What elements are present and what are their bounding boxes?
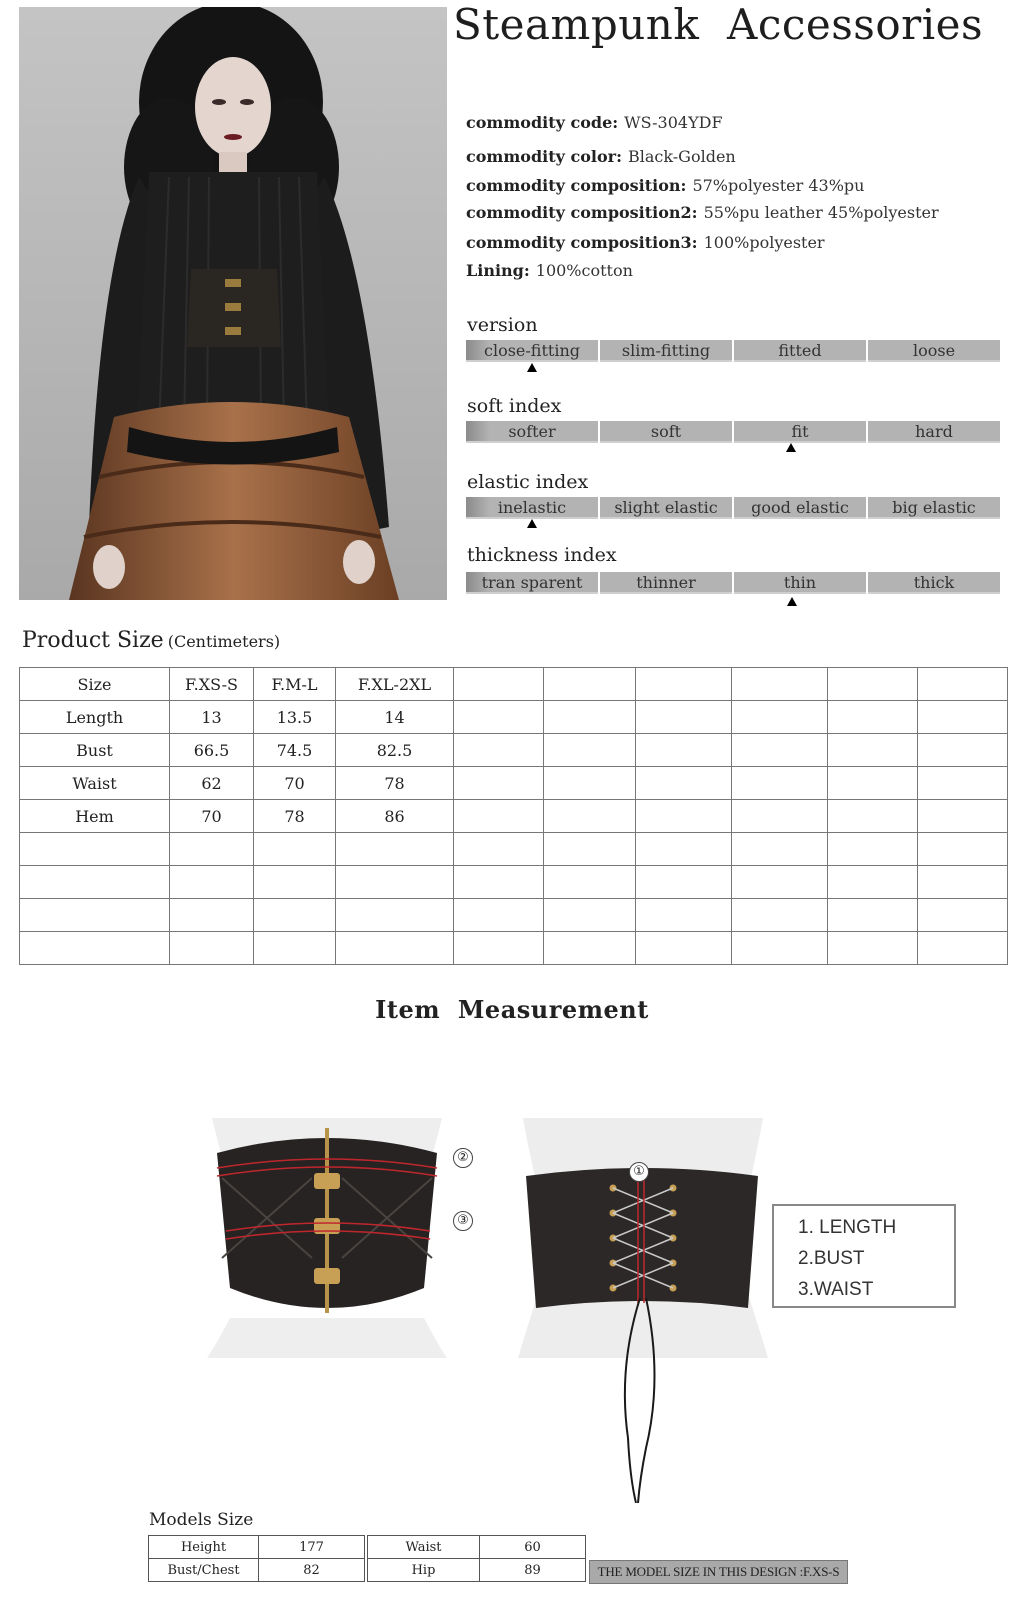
marker-waist: ③ [453,1211,473,1231]
table-header-cell: F.XL-2XL [336,668,454,701]
table-header-cell: F.XS-S [170,668,254,701]
table-cell: 70 [170,800,254,833]
table-cell: Bust [20,734,170,767]
table-cell [544,701,636,734]
thickness-index-option: tran sparent [466,572,598,594]
table-cell [454,800,544,833]
elastic-index-option: slight elastic [600,497,732,519]
version-option: loose [868,340,1000,362]
table-cell [636,767,732,800]
table-cell [918,734,1008,767]
product-size-heading [22,628,280,653]
spec-value: WS-304YDF [624,113,723,132]
table-row [20,767,1008,800]
table-cell: 82.5 [336,734,454,767]
table-cell [732,734,828,767]
version-option: fitted [734,340,866,362]
table-cell: Bust/Chest [149,1559,259,1582]
elastic-index-option: big elastic [868,497,1000,519]
spec-commodity-composition2 [466,203,939,222]
spec-commodity-composition3 [466,233,825,252]
product-size-unit: (Centimeters) [167,632,281,651]
table-row-empty [20,899,1008,932]
spec-commodity-code [466,113,723,132]
table-cell: 177 [259,1536,365,1559]
table-header-cell: F.M-L [254,668,336,701]
table-cell: 78 [254,800,336,833]
table-cell: 66.5 [170,734,254,767]
version-selected-marker [527,363,537,372]
models-size-table-right [367,1535,586,1582]
spec-label: commodity composition: [466,176,687,195]
table-cell [828,800,918,833]
table-row [368,1559,586,1582]
table-cell [732,668,828,701]
table-cell [454,668,544,701]
table-cell [454,734,544,767]
spec-label: commodity code: [466,113,619,132]
table-cell: Hem [20,800,170,833]
thickness-index-selected-marker [787,597,797,606]
table-cell: 78 [336,767,454,800]
table-cell: Length [20,701,170,734]
marker-length: ① [629,1162,649,1182]
table-cell [636,668,732,701]
product-size-title: Product Size [22,628,164,653]
elastic-index-scale [466,497,1000,519]
spec-value: 57%polyester 43%pu [692,176,865,195]
spec-label: Lining: [466,261,530,280]
legend-waist: 3.WAIST [798,1279,874,1300]
table-cell [918,800,1008,833]
legend-length: 1. LENGTH [798,1217,897,1238]
table-cell [828,767,918,800]
elastic-index-title: elastic index [467,471,589,493]
table-row [149,1559,365,1582]
table-cell: 13 [170,701,254,734]
table-cell: 82 [259,1559,365,1582]
corset-front-illustration [192,1118,462,1358]
thickness-index-option: thinner [600,572,732,594]
soft-index-option: fit [734,421,866,443]
table-cell [544,767,636,800]
table-row-empty [20,932,1008,965]
table-row-empty [20,833,1008,866]
version-option: slim-fitting [600,340,732,362]
marker-bust: ② [453,1148,473,1168]
table-row [149,1536,365,1559]
table-row [20,734,1008,767]
thickness-index-scale [466,572,1000,594]
table-cell [544,734,636,767]
soft-index-option: hard [868,421,1000,443]
thickness-index-title: thickness index [467,544,617,566]
spec-value: 100%cotton [535,261,633,280]
soft-index-selected-marker [786,443,796,452]
table-cell: 89 [480,1559,586,1582]
table-cell [828,668,918,701]
spec-value: 55%pu leather 45%polyester [703,203,939,222]
table-cell: 62 [170,767,254,800]
legend-bust: 2.BUST [798,1248,865,1269]
thickness-index-option: thin [734,572,866,594]
spec-label: commodity composition3: [466,233,698,252]
soft-index-option: softer [466,421,598,443]
table-cell [732,701,828,734]
spec-commodity-color [466,147,736,166]
table-header-row [20,668,1008,701]
table-header-cell: Size [20,668,170,701]
table-cell [636,734,732,767]
soft-index-title: soft index [467,395,562,417]
table-cell [918,701,1008,734]
version-title: version [467,314,538,336]
table-row-empty [20,866,1008,899]
table-cell [828,701,918,734]
models-size-heading: Models Size [149,1510,254,1530]
measurement-legend [772,1204,956,1308]
table-cell [918,767,1008,800]
table-cell: 14 [336,701,454,734]
spec-value: Black-Golden [627,147,736,166]
models-size-table-left [148,1535,365,1582]
spec-label: commodity composition2: [466,203,698,222]
page-title: Steampunk Accessories [453,0,984,49]
elastic-index-option: inelastic [466,497,598,519]
spec-lining [466,261,633,280]
size-table [19,667,1008,965]
table-row [368,1536,586,1559]
table-cell: Waist [368,1536,480,1559]
spec-value: 100%polyester [703,233,825,252]
spec-commodity-composition [466,176,864,195]
table-cell [544,668,636,701]
table-cell: 60 [480,1536,586,1559]
table-cell [828,734,918,767]
elastic-index-option: good elastic [734,497,866,519]
table-cell: Waist [20,767,170,800]
model-size-note: THE MODEL SIZE IN THIS DESIGN :F.XS-S [589,1560,848,1584]
model-illustration [19,7,447,600]
table-cell: Hip [368,1559,480,1582]
table-cell: 70 [254,767,336,800]
model-photo [19,7,447,600]
table-cell [732,767,828,800]
table-cell: 86 [336,800,454,833]
table-row [20,800,1008,833]
table-cell [636,701,732,734]
table-cell [454,701,544,734]
table-cell: 13.5 [254,701,336,734]
table-row [20,701,1008,734]
table-cell: Height [149,1536,259,1559]
soft-index-scale [466,421,1000,443]
thickness-index-option: thick [868,572,1000,594]
table-cell: 74.5 [254,734,336,767]
table-cell [918,668,1008,701]
elastic-index-selected-marker [527,519,537,528]
table-cell [636,800,732,833]
version-option: close-fitting [466,340,598,362]
soft-index-option: soft [600,421,732,443]
item-measurement-heading: Item Measurement [375,995,649,1024]
spec-label: commodity color: [466,147,622,166]
corset-front-view [192,1118,462,1358]
table-cell [544,800,636,833]
version-scale [466,340,1000,362]
table-cell [454,767,544,800]
table-cell [732,800,828,833]
